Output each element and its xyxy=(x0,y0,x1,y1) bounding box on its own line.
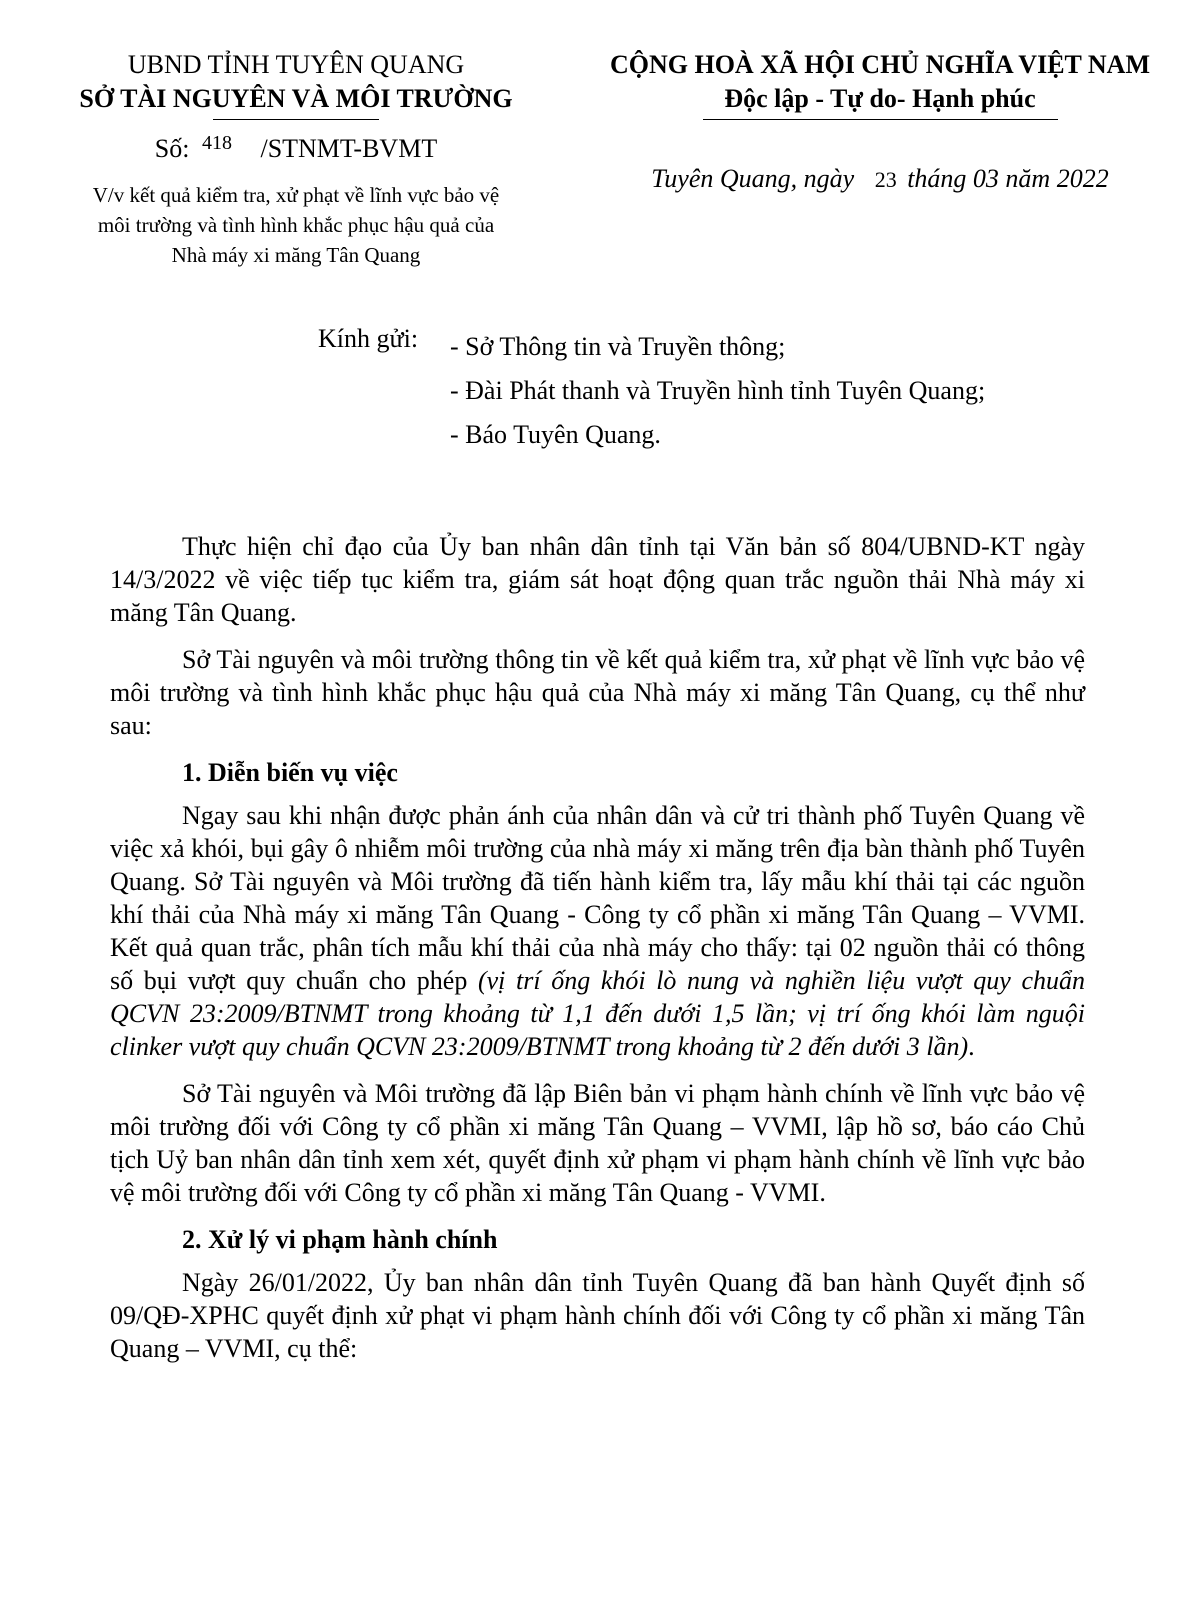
date-suffix: tháng 03 năm 2022 xyxy=(907,164,1109,193)
document-subject xyxy=(26,180,566,270)
date-day: 23 xyxy=(874,167,897,192)
issuer-org: SỞ TÀI NGUYÊN VÀ MÔI TRƯỜNG xyxy=(79,84,513,113)
document-number-value: 418 xyxy=(201,132,232,154)
issuer-parent-org: UBND TỈNH TUYÊN QUANG xyxy=(127,50,465,79)
body-paragraph: Sở Tài nguyên và Môi trường đã lập Biên bản vi phạm hành chính về lĩnh vực bảo vệ môi trường đối với Công ty cổ phần xi măng Tân Quang – VVMI, lập hồ sơ, báo cáo Chủ tịch Uỷ ban nhân dân tỉnh xem xét, quyết định xử phạm vi phạm hành chính về lĩnh vực bảo vệ môi trường đối với Công ty cổ phần xi măng Tân Quang - VVMI. xyxy=(110,1079,1085,1207)
document-body xyxy=(110,530,1085,1379)
national-title: CỘNG HOÀ XÃ HỘI CHỦ NGHĨA VIỆT NAM xyxy=(609,50,1151,79)
document-subject-line: môi trường và tình hình khắc phục hậu quả của xyxy=(97,213,495,237)
national-header xyxy=(560,48,1200,197)
paragraph-end: . xyxy=(968,1032,975,1061)
document-date xyxy=(560,162,1200,197)
recipient-item: - Báo Tuyên Quang. xyxy=(450,420,661,449)
document-number-suffix: /STNMT-BVMT xyxy=(260,134,438,163)
section-heading: 2. Xử lý vi phạm hành chính xyxy=(182,1225,498,1254)
document-number-label: Số: xyxy=(154,134,190,163)
body-paragraph xyxy=(110,799,1085,1063)
motto-underline xyxy=(703,119,1058,120)
issuer-header xyxy=(26,48,566,270)
date-prefix: Tuyên Quang, ngày xyxy=(651,164,855,193)
section-heading: 1. Diễn biến vụ việc xyxy=(182,758,398,787)
recipients-list xyxy=(450,330,985,462)
body-paragraph: Thực hiện chỉ đạo của Ủy ban nhân dân tỉnh tại Văn bản số 804/UBND-KT ngày 14/3/2022 về việc tiếp tục kiểm tra, giám sát hoạt động quan trắc nguồn thải Nhà máy xi măng Tân Quang. xyxy=(110,532,1085,627)
recipient-item: - Đài Phát thanh và Truyền hình tỉnh Tuyên Quang; xyxy=(450,376,986,405)
recipients-label: Kính gửi: xyxy=(318,324,419,353)
document-number xyxy=(26,132,566,168)
paragraph-italic-text: (vị trí ống khói lò nung và nghiền liệu vượt quy chuẩn QCVN 23:2009/BTNMT trong khoảng từ 1,1 đến dưới 1,5 lần; vị trí ống khói làm nguội clinker vượt quy chuẩn QCVN 23:2009/BTNMT trong khoảng từ 2 đến dưới 3 lần) xyxy=(110,966,1085,1061)
body-paragraph: Ngày 26/01/2022, Ủy ban nhân dân tỉnh Tuyên Quang đã ban hành Quyết định số 09/QĐ-XPHC quyết định xử phạt vi phạm hành chính đối với Công ty cổ phần xi măng Tân Quang – VVMI, cụ thể: xyxy=(110,1268,1085,1363)
document-subject-line: V/v kết quả kiểm tra, xử phạt về lĩnh vực bảo vệ xyxy=(92,183,500,207)
document-subject-line: Nhà máy xi măng Tân Quang xyxy=(171,243,421,267)
national-motto: Độc lập - Tự do- Hạnh phúc xyxy=(724,84,1036,113)
issuer-underline xyxy=(213,119,379,120)
recipient-item: - Sở Thông tin và Truyền thông; xyxy=(450,332,786,361)
paragraph-text: Ngay sau khi nhận được phản ánh của nhân dân và cử tri thành phố Tuyên Quang về việc xả khói, bụi gây ô nhiễm môi trường của nhà máy xi măng trên địa bàn thành phố Tuyên Quang. Sở Tài nguyên và Môi trường đã tiến hành kiểm tra, lấy mẫu khí thải tại các nguồn khí thải của Nhà máy xi măng Tân Quang - Công ty cổ phần xi măng Tân Quang – VVMI. Kết quả quan trắc, phân tích mẫu khí thải của nhà máy cho thấy: tại 02 nguồn thải có thông số bụi vượt quy chuẩn cho phép xyxy=(110,801,1085,995)
body-paragraph: Sở Tài nguyên và môi trường thông tin về kết quả kiểm tra, xử phạt về lĩnh vực bảo vệ môi trường và tình hình khắc phục hậu quả của Nhà máy xi măng Tân Quang, cụ thể như sau: xyxy=(110,645,1085,740)
